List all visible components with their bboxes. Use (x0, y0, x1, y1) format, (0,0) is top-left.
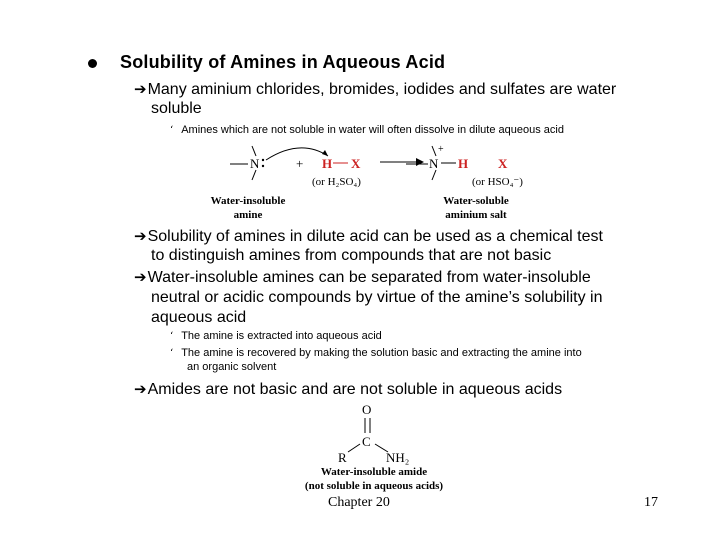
amine-n: N (250, 156, 260, 171)
aminium-charge: + (438, 144, 444, 155)
plus-sign: + (296, 156, 304, 171)
amide-oxygen: O (362, 402, 372, 417)
footer-chapter: Chapter 20 (328, 495, 390, 510)
aminium-n: N (429, 156, 439, 171)
amide-label-line-1: Water-insoluble amide (320, 466, 428, 478)
product-h: H (458, 156, 469, 171)
sub-bullet-icon: ‘ (170, 125, 174, 136)
footer-page-number: 17 (644, 495, 658, 510)
amide-structure-figure (290, 400, 470, 496)
sub-point-1-text: Amines which are not soluble in water will often dissolve in dilute aqueous acid (181, 124, 564, 136)
sub-point-3 (170, 346, 582, 361)
sub-point-2-text: The amine is extracted into aqueous acid (181, 330, 382, 342)
sub-bullet-icon: ‘ (170, 331, 174, 342)
point-2-line-2: to distinguish amines from compounds that are not basic (151, 247, 552, 264)
point-2 (134, 227, 603, 247)
acid-note: (or H₂SO₄) (312, 176, 361, 188)
amide-r: R (338, 450, 347, 465)
salt-label-line-2: aminium salt (445, 209, 507, 221)
slide-title: Solubility of Amines in Aqueous Acid (120, 52, 446, 72)
sub-bullet-icon: ‘ (170, 348, 174, 359)
product-note: (or HSO₄⁻) (472, 176, 523, 188)
arrow-bullet-icon: ➔ (134, 228, 147, 245)
point-3-line-1: Water-insoluble amines can be separated from water-insoluble (147, 269, 591, 286)
arrow-bullet-icon: ➔ (134, 381, 147, 398)
amine-acid-reaction-figure (200, 138, 560, 222)
point-4 (134, 380, 562, 400)
amide-label-line-2: (not soluble in aqueous acids) (304, 480, 444, 492)
point-2-line-1: Solubility of amines in dilute acid can be used as a chemical test (147, 228, 603, 245)
title-bullet (88, 59, 97, 68)
acid-x: X (351, 156, 361, 171)
sub-point-3-line-1: The amine is recovered by making the solution basic and extracting the amine into (181, 347, 582, 359)
point-1-line-2: soluble (151, 100, 202, 117)
sub-point-2 (170, 329, 382, 344)
arrow-bullet-icon: ➔ (134, 269, 147, 286)
point-3-line-3: aqueous acid (151, 309, 247, 326)
amine-label-line-1: Water-insoluble (210, 195, 286, 207)
point-4-text: Amides are not basic and are not soluble in aqueous acids (147, 381, 563, 398)
sub-point-3-line-2: an organic solvent (187, 361, 277, 373)
point-1-line-1: Many aminium chlorides, bromides, iodides and sulfates are water (147, 81, 617, 98)
amine-label-line-2: amine (233, 209, 263, 221)
product-x: X (498, 156, 508, 171)
point-3 (134, 268, 591, 288)
point-1 (134, 80, 616, 100)
point-3-line-2: neutral or acidic compounds by virtue of the amine’s solubility in (151, 289, 603, 306)
amine-bond-up (252, 146, 256, 156)
salt-label-line-1: Water-soluble (443, 195, 509, 207)
acid-h: H (322, 156, 333, 171)
amide-nh2: NH₂ (386, 450, 410, 465)
amide-carbon: C (362, 434, 371, 449)
arrow-bullet-icon: ➔ (134, 81, 147, 98)
amine-bond-down (252, 170, 256, 180)
sub-point-1 (170, 123, 564, 138)
